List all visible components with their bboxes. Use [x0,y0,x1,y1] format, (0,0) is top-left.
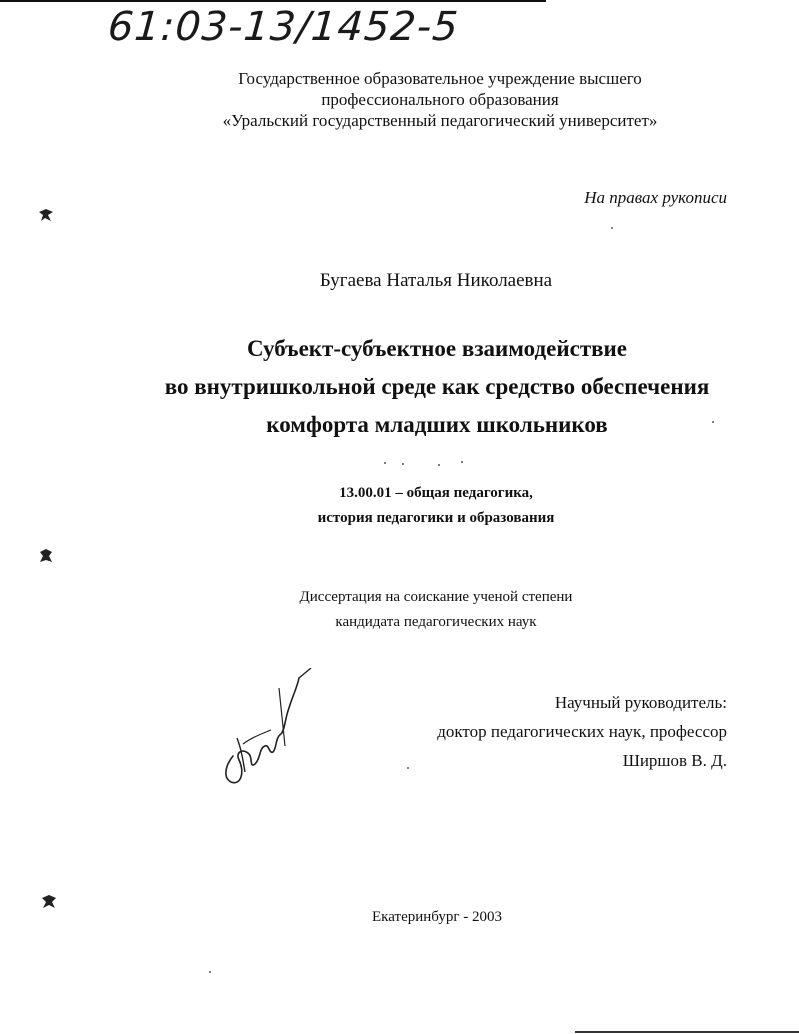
binding-hole-mark-icon [40,893,58,911]
handwritten-signature-icon [215,668,315,790]
bottom-border-line [575,1031,799,1033]
degree-line-2: кандидата педагогических наук [335,614,537,630]
title-line-3: комфорта младших школьников [266,412,608,437]
title-line-1: Субъект-субъектное взаимодействие [247,336,627,361]
supervisor-name: Ширшов В. Д. [622,751,727,770]
supervisor-block [437,688,727,775]
degree-line-1: Диссертация на соискание ученой степени [299,589,573,605]
top-border-line [0,0,546,2]
supervisor-label: Научный руководитель: [554,693,727,712]
organization-line-3: «Уральский государственный педагогический университет» [222,111,658,130]
binding-hole-mark-icon [37,206,55,224]
scan-speck [209,971,211,973]
organization-line-2: профессионального образования [321,90,559,109]
supervisor-degree: доктор педагогических наук, профессор [437,722,727,741]
author-name: Бугаева Наталья Николаевна [319,270,553,291]
binding-hole-mark-icon [37,547,55,565]
specialty-line-1: 13.00.01 – общая педагогика, [339,485,533,501]
dissertation-title [0,330,799,444]
scan-speck [438,464,440,466]
city-year: Екатеринбург - 2003 [372,909,502,925]
archive-stamp-number: 61:03-13/1452-5 [106,4,461,50]
specialty-block [0,481,799,531]
scan-speck [712,421,714,423]
title-line-2: во внутришкольной среде как средство обеспечения [164,374,710,399]
degree-statement [0,585,799,635]
organization-block [120,68,760,131]
scan-speck [384,462,386,464]
scan-speck [407,767,409,769]
specialty-line-2: история педагогики и образования [317,510,555,526]
scan-speck [611,227,613,229]
scan-speck [461,461,463,463]
scan-speck [402,463,404,465]
organization-line-1: Государственное образовательное учреждение высшего [238,69,642,88]
manuscript-rights-note: На правах рукописи [584,188,727,207]
